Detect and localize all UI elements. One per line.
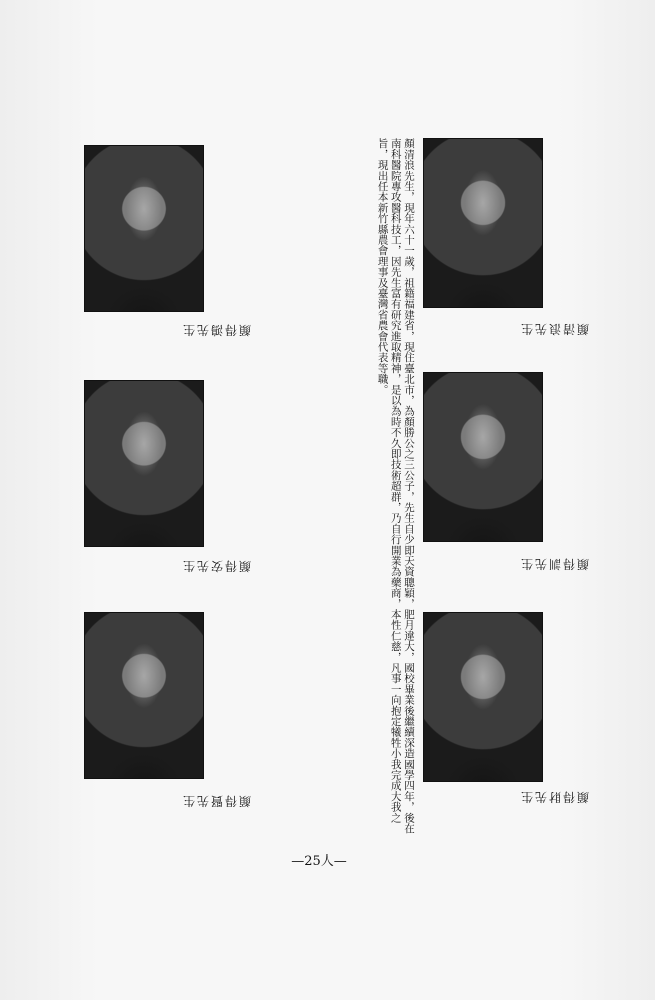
biography-text: 顏清浪先生，現年六十一歲，祖籍福建省，現住臺北市，為顏勝公之三公子，先生自少即天資聰穎，肥月違大，國校畢業後繼續深造國學四年，後在南科醫院專攻醫科技工，因先生富有研究進取精神，是以為時不久即技術超群，乃自行開業為藥商，本性仁慈，凡事一向抱定犧牲小我完成大我之旨，現出任本新竹縣農會理事及臺灣省農會代表等職。 xyxy=(376,138,415,834)
page-number: —25人— xyxy=(291,854,347,869)
portrait-bottom-left xyxy=(84,612,204,779)
portrait-top-left xyxy=(84,145,204,312)
caption-bottom-left: 顏得賢先生 xyxy=(181,794,252,808)
portrait-top-right xyxy=(423,138,543,308)
portrait-bottom-right xyxy=(423,612,543,782)
caption-middle-right: 顏得訓先生 xyxy=(519,557,590,571)
caption-top-left: 顏得鴻先生 xyxy=(181,323,252,337)
portrait-middle-left xyxy=(84,380,204,547)
portrait-middle-right xyxy=(423,372,543,542)
caption-top-right: 顏清浪先生 xyxy=(519,322,590,336)
caption-middle-left: 顏得安先生 xyxy=(181,559,252,573)
caption-bottom-right: 顏得財先生 xyxy=(519,790,590,804)
